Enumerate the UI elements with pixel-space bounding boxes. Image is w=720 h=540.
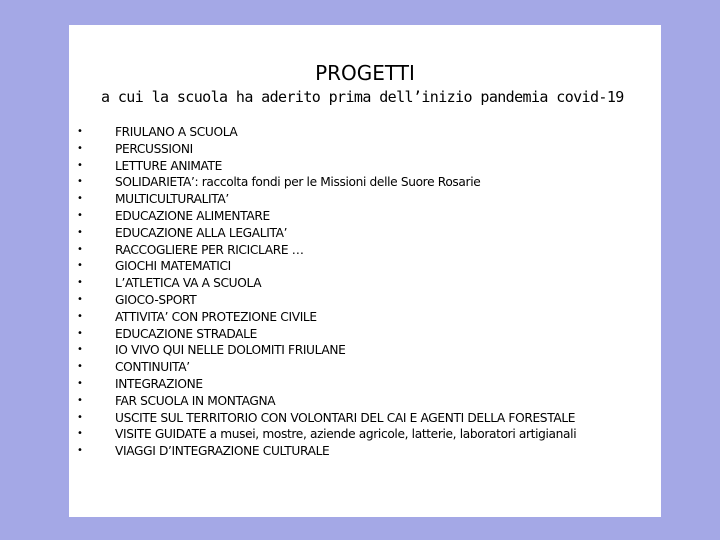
bullet-icon: •	[77, 243, 83, 255]
list-item	[69, 174, 661, 191]
list-item	[69, 426, 661, 443]
list-item-text: LETTURE ANIMATE	[115, 158, 222, 173]
list-item	[69, 191, 661, 208]
list-item-text: PERCUSSIONI	[115, 141, 193, 156]
slide-title	[69, 61, 661, 85]
list-item	[69, 124, 661, 141]
bullet-icon: •	[77, 361, 83, 373]
list-item	[69, 376, 661, 393]
project-list	[69, 124, 661, 460]
list-item-text: L’ATLETICA VA A SCUOLA	[115, 276, 262, 291]
slide-title-text: PROGETTI	[315, 61, 415, 85]
list-item	[69, 258, 661, 275]
list-item	[69, 309, 661, 326]
list-item-text: GIOCO-SPORT	[115, 292, 197, 307]
list-item-text: MULTICULTURALITA’	[115, 192, 229, 207]
slide	[69, 25, 661, 517]
bullet-icon: •	[77, 293, 83, 305]
list-item-text: FRIULANO A SCUOLA	[115, 125, 238, 139]
list-item-text: EDUCAZIONE ALLA LEGALITA’	[115, 225, 288, 240]
list-item	[69, 443, 661, 460]
list-item	[69, 393, 661, 410]
bullet-icon: •	[77, 394, 83, 406]
bullet-icon: •	[77, 193, 83, 205]
bullet-icon: •	[77, 445, 83, 457]
bullet-icon: •	[77, 226, 83, 238]
bullet-icon: •	[77, 126, 83, 137]
bullet-icon: •	[77, 411, 83, 423]
list-item	[69, 359, 661, 376]
list-item-text: CONTINUITA’	[115, 360, 190, 375]
bullet-icon: •	[77, 260, 83, 272]
list-item-text: INTEGRAZIONE	[115, 376, 203, 391]
list-item	[69, 342, 661, 359]
bullet-icon: •	[77, 209, 83, 221]
bullet-icon: •	[77, 377, 83, 389]
list-item	[69, 242, 661, 259]
list-item-text: VIAGGI D’INTEGRAZIONE CULTURALE	[115, 444, 330, 459]
slide-subtitle: a cui la scuola ha aderito prima dell’inizio pandemia covid-19	[101, 88, 624, 106]
list-item-text: USCITE SUL TERRITORIO CON VOLONTARI DEL CAI E AGENTI DELLA FORESTALE	[115, 410, 576, 425]
list-item	[69, 326, 661, 343]
bullet-icon: •	[77, 142, 83, 154]
list-item-text: SOLIDARIETA’: raccolta fondi per le Missioni delle Suore Rosarie	[115, 175, 481, 190]
bullet-icon: •	[77, 176, 83, 188]
list-item	[69, 208, 661, 225]
list-item-text: FAR SCUOLA IN MONTAGNA	[115, 393, 276, 408]
list-item	[69, 292, 661, 309]
bullet-icon: •	[77, 428, 83, 440]
bullet-icon: •	[77, 327, 83, 339]
bullet-icon: •	[77, 310, 83, 322]
bullet-icon: •	[77, 344, 83, 356]
list-item-text: RACCOGLIERE PER RICICLARE …	[115, 242, 304, 257]
list-item	[69, 410, 661, 427]
list-item-text: IO VIVO QUI NELLE DOLOMITI FRIULANE	[115, 343, 346, 358]
list-item-text: ATTIVITA’ CON PROTEZIONE CIVILE	[115, 309, 317, 324]
list-item-text: EDUCAZIONE STRADALE	[115, 326, 257, 341]
list-item	[69, 275, 661, 292]
list-item	[69, 158, 661, 175]
list-item	[69, 141, 661, 158]
list-item-text: EDUCAZIONE ALIMENTARE	[115, 208, 270, 223]
bullet-icon: •	[77, 159, 83, 171]
bullet-icon: •	[77, 277, 83, 289]
list-item-text: VISITE GUIDATE a musei, mostre, aziende agricole, latterie, laboratori artigianali	[115, 427, 577, 442]
list-item	[69, 225, 661, 242]
list-item-text: GIOCHI MATEMATICI	[115, 259, 231, 274]
